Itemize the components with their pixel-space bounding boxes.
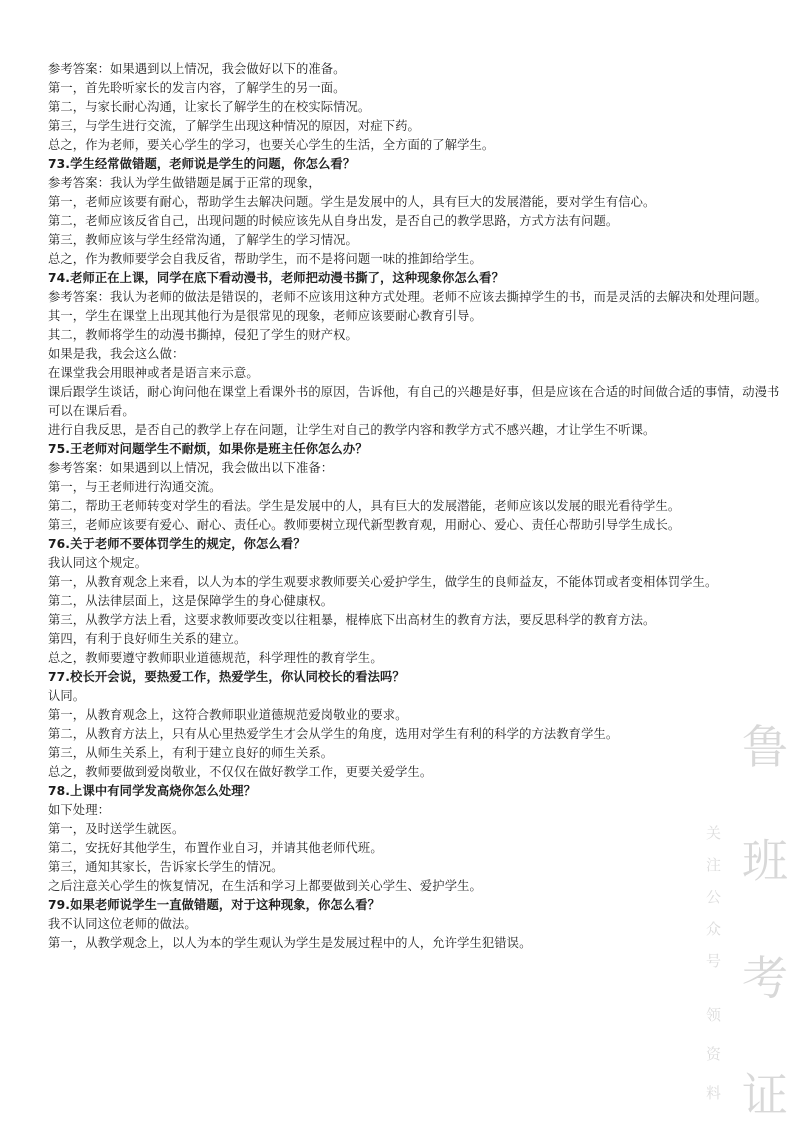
question-heading: 76.关于老师不要体罚学生的规定，你怎么看？ bbox=[48, 537, 306, 551]
text-line: 第四，有利于良好师生关系的建立。 bbox=[48, 632, 247, 646]
text-line: 第三，通知其家长，告诉家长学生的情况。 bbox=[48, 860, 284, 874]
text-line: 其二，教师将学生的动漫书撕掉，侵犯了学生的财产权。 bbox=[48, 328, 358, 342]
text-line: 之后注意关心学生的恢复情况，在生活和学习上都要做到关心学生、爱护学生。 bbox=[48, 879, 482, 893]
text-line: 第一，与王老师进行沟通交流。 bbox=[48, 480, 222, 494]
text-line: 如下处理： bbox=[48, 803, 110, 817]
text-line: 第一，老师应该要有耐心，帮助学生去解决问题。学生是发展中的人，具有巨大的发展潜能，要对学生有信心。 bbox=[48, 195, 656, 209]
watermark-small-char: 号 bbox=[706, 952, 722, 970]
text-line: 总之，作为教师要学会自我反省，帮助学生，而不是将问题一味的推卸给学生。 bbox=[48, 252, 482, 266]
text-line: 如果是我，我会这么做： bbox=[48, 347, 185, 361]
document-body bbox=[48, 60, 788, 953]
watermark-char: 考 bbox=[742, 951, 788, 1005]
text-line: 总之，作为老师，要关心学生的学习，也要关心学生的生活，全方面的了解学生。 bbox=[48, 138, 495, 152]
watermark-char: 班 bbox=[742, 834, 788, 888]
question-heading: 73.学生经常做错题，老师说是学生的问题，你怎么看？ bbox=[48, 157, 356, 171]
watermark-small-char: 注 bbox=[706, 856, 722, 874]
text-line: 进行自我反思，是否自己的教学上存在问题，让学生对自己的教学内容和教学方式不感兴趣，才让学生不听课。 bbox=[48, 423, 656, 437]
text-line: 第一，从教学观念上，以人为本的学生观认为学生是发展过程中的人，允许学生犯错误。 bbox=[48, 936, 532, 950]
watermark-small-char: 料 bbox=[706, 1084, 722, 1102]
text-line: 在课堂我会用眼神或者是语言来示意。 bbox=[48, 366, 259, 380]
text-line: 第三，从教学方法上看，这要求教师要改变以往粗暴，棍棒底下出高材生的教育方法，要反思科学的教育方法。 bbox=[48, 613, 656, 627]
text-line: 课后跟学生谈话，耐心询问他在课堂上看课外书的原因，告诉他，有自己的兴趣是好事，但是应该在合适的时间做合适的事情，动漫书可以在课后看。 bbox=[48, 385, 780, 418]
text-line: 总之，教师要做到爱岗敬业，不仅仅在做好教学工作，更要关爱学生。 bbox=[48, 765, 433, 779]
text-line: 第二，从法律层面上，这是保障学生的身心健康权。 bbox=[48, 594, 334, 608]
watermark-char: 鲁 bbox=[742, 720, 788, 774]
text-line: 参考答案：我认为学生做错题是属于正常的现象， bbox=[48, 176, 321, 190]
text-line: 第二，安抚好其他学生，布置作业自习，并请其他老师代班。 bbox=[48, 841, 383, 855]
watermark-small-char: 领 bbox=[706, 1006, 722, 1024]
text-line: 第二，从教育方法上，只有从心里热爱学生才会从学生的角度，选用对学生有利的科学的方法教育学生。 bbox=[48, 727, 619, 741]
text-line: 第二，帮助王老师转变对学生的看法。学生是发展中的人，具有巨大的发展潜能，老师应该以发展的眼光看待学生。 bbox=[48, 499, 681, 513]
text-line: 第二，与家长耐心沟通，让家长了解学生的在校实际情况。 bbox=[48, 100, 371, 114]
text-line: 参考答案：如果遇到以上情况，我会做出以下准备： bbox=[48, 461, 334, 475]
text-line: 认同。 bbox=[48, 689, 86, 703]
text-line: 参考答案：我认为老师的做法是错误的，老师不应该用这种方式处理。老师不应该去撕掉学生的书，而是灵活的去解决和处理问题。 bbox=[48, 290, 768, 304]
text-line: 参考答案：如果遇到以上情况，我会做好以下的准备。 bbox=[48, 62, 346, 76]
text-line: 第三，老师应该要有爱心、耐心、责任心。教师要树立现代新型教育观，用耐心、爱心、责任心帮助引导学生成长。 bbox=[48, 518, 681, 532]
text-line: 第三，从师生关系上，有利于建立良好的师生关系。 bbox=[48, 746, 334, 760]
question-heading: 75.王老师对问题学生不耐烦，如果你是班主任你怎么办？ bbox=[48, 442, 368, 456]
watermark-char: 证 bbox=[742, 1068, 788, 1122]
text-line: 第三，教师应该与学生经常沟通，了解学生的学习情况。 bbox=[48, 233, 358, 247]
watermark-small-char: 公 bbox=[706, 888, 722, 906]
watermark-small-char: 资 bbox=[706, 1045, 722, 1063]
text-line: 第一，及时送学生就医。 bbox=[48, 822, 185, 836]
question-heading: 79.如果老师说学生一直做错题，对于这种现象，你怎么看？ bbox=[48, 898, 381, 912]
question-heading: 77.校长开会说，要热爱工作，热爱学生，你认同校长的看法吗？ bbox=[48, 670, 405, 684]
text-line: 第二，老师应该反省自己，出现问题的时候应该先从自身出发，是否自己的教学思路，方式方法有问题。 bbox=[48, 214, 619, 228]
text-line: 第一，从教育观念上，这符合教师职业道德规范爱岗敬业的要求。 bbox=[48, 708, 408, 722]
text-line: 第一，首先聆听家长的发言内容，了解学生的另一面。 bbox=[48, 81, 346, 95]
question-heading: 74.老师正在上课，同学在底下看动漫书，老师把动漫书撕了，这种现象你怎么看？ bbox=[48, 271, 504, 285]
text-line: 其一，学生在课堂上出现其他行为是很常见的现象，老师应该要耐心教育引导。 bbox=[48, 309, 482, 323]
question-heading: 78.上课中有同学发高烧你怎么处理？ bbox=[48, 784, 257, 798]
watermark-small-char: 众 bbox=[706, 920, 722, 938]
text-line: 第一，从教育观念上来看，以人为本的学生观要求教师要关心爱护学生，做学生的良师益友，不能体罚或者变相体罚学生。 bbox=[48, 575, 718, 589]
watermark-small-char: 关 bbox=[706, 824, 722, 842]
text-line: 第三，与学生进行交流，了解学生出现这种情况的原因，对症下药。 bbox=[48, 119, 420, 133]
text-line: 总之，教师要遵守教师职业道德规范，科学理性的教育学生。 bbox=[48, 651, 383, 665]
text-line: 我不认同这位老师的做法。 bbox=[48, 917, 197, 931]
text-line: 我认同这个规定。 bbox=[48, 556, 148, 570]
